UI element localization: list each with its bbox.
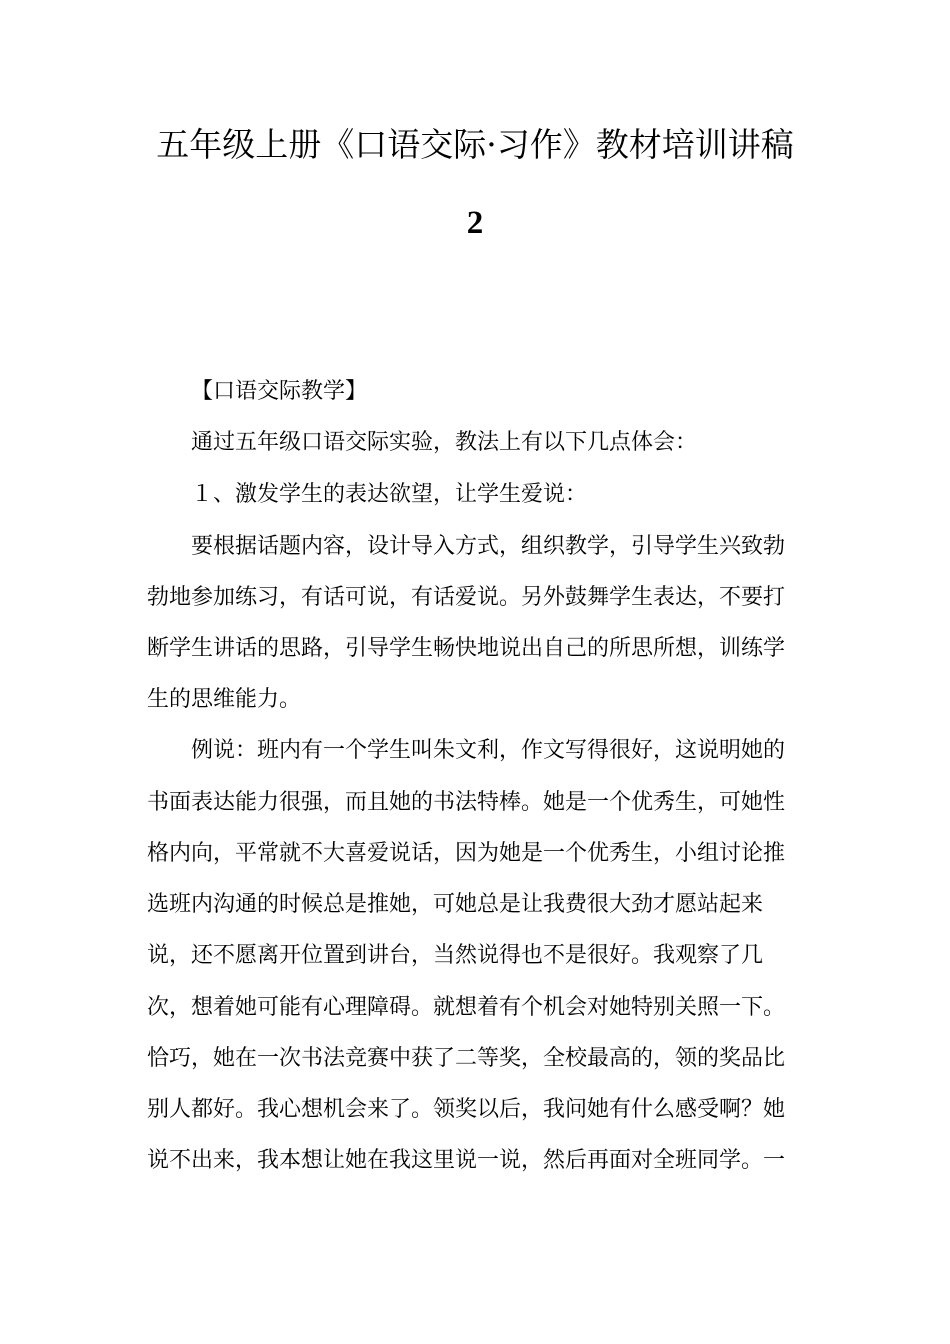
- paragraph-line: 说不出来，我本想让她在我这里说一说，然后再面对全班同学。一: [147, 1148, 786, 1173]
- paragraph-line: 恰巧，她在一次书法竞赛中获了二等奖，全校最高的，领的奖品比: [147, 1046, 786, 1071]
- paragraph-line: 勃地参加练习，有话可说，有话爱说。另外鼓舞学生表达，不要打: [147, 585, 786, 610]
- paragraph-line: 格内向，平常就不大喜爱说话，因为她是一个优秀生，小组讨论推: [147, 841, 786, 866]
- paragraph-line: 断学生讲话的思路，引导学生畅快地说出自己的所思所想，训练学: [147, 636, 786, 661]
- paragraph-line: 选班内沟通的时候总是推她，可她总是让我费很大劲才愿站起来: [147, 892, 764, 917]
- paragraph-line: 书面表达能力很强，而且她的书法特棒。她是一个优秀生，可她性: [147, 790, 786, 815]
- numbered-item: １、激发学生的表达欲望，让学生爱说：: [191, 482, 588, 507]
- paragraph-line: 别人都好。我心想机会来了。领奖以后，我问她有什么感受啊？她: [147, 1097, 786, 1122]
- document-title-number: 2: [466, 205, 484, 241]
- paragraph-line: 次，想着她可能有心理障碍。就想着有个机会对她特别关照一下。: [147, 995, 786, 1020]
- paragraph-line: 说，还不愿离开位置到讲台，当然说得也不是很好。我观察了几: [147, 943, 764, 968]
- paragraph-line: 生的思维能力。: [147, 687, 302, 712]
- section-heading: 【口语交际教学】: [191, 379, 368, 404]
- paragraph-line: 要根据话题内容，设计导入方式，组织教学，引导学生兴致勃: [191, 534, 786, 559]
- paragraph-line: 例说：班内有一个学生叫朱文利，作文写得很好，这说明她的: [191, 738, 786, 763]
- paragraph-line: 通过五年级口语交际实验，教法上有以下几点体会：: [191, 430, 698, 455]
- document-title: 五年级上册《口语交际·习作》教材培训讲稿: [156, 125, 794, 164]
